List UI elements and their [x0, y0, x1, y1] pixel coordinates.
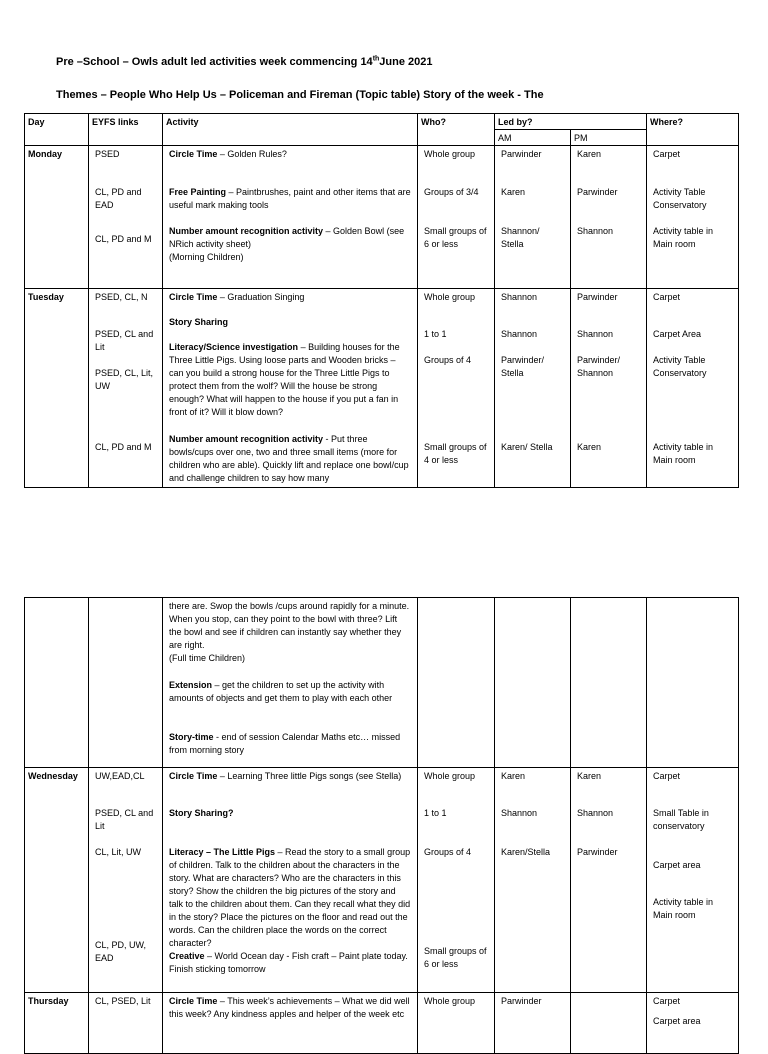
am-cell-empty: [495, 598, 571, 768]
am-item: Karen/Stella: [501, 847, 551, 857]
who-item: Small groups of 6 or less: [424, 946, 487, 969]
activity-item: Creative – World Ocean day - Fish craft – Paint plate today. Finish sticking tomorrow: [169, 951, 408, 974]
row-monday: [25, 146, 739, 289]
activity-item: Circle Time – Graduation Singing: [169, 292, 305, 302]
eyfs-item: PSED, CL, Lit, UW: [95, 368, 154, 391]
col-who: Who?: [418, 114, 495, 146]
activity-item: Number amount recognition activity – Golden Bowl (see NRich activity sheet) (Morning Children): [169, 226, 405, 262]
eyfs-item: CL, PD and EAD: [95, 187, 142, 210]
activity-cell: [163, 146, 418, 289]
eyfs-item: UW,EAD,CL: [95, 771, 145, 781]
who-item: Groups of 3/4: [424, 187, 479, 197]
pm-item: Karen: [577, 149, 602, 159]
am-item: Shannon: [501, 292, 538, 302]
eyfs-item: PSED: [95, 149, 120, 159]
where-cell-empty: [647, 598, 739, 768]
where-item: Carpet: [653, 771, 681, 781]
activity-item: Circle Time – Golden Rules?: [169, 149, 287, 159]
am-item: Karen/ Stella: [501, 442, 553, 452]
who-item: Groups of 4: [424, 847, 472, 857]
header-row: [25, 114, 739, 130]
col-am: AM: [495, 130, 571, 146]
who-cell: [418, 146, 495, 289]
where-item: Carpet: [653, 149, 681, 159]
pm-cell-empty: [571, 598, 647, 768]
pm-cell-empty: [571, 993, 647, 1054]
activity-item: there are. Swop the bowls /cups around rapidly for a minute. When you stop, can they point to the bowl with three? Lift the bowl and see if children can instantly say whether they are right. (Full time Children): [169, 601, 410, 663]
eyfs-cell: [89, 289, 163, 488]
where-item: Activity table in Main room: [653, 442, 714, 465]
col-day: Day: [25, 114, 89, 146]
activity-cell: [163, 993, 418, 1054]
activities-table-page2: [24, 597, 739, 1054]
eyfs-cell: [89, 768, 163, 993]
eyfs-item: CL, PD, UW, EAD: [95, 940, 147, 963]
activities-table-page1: [24, 113, 739, 488]
where-cell: [647, 146, 739, 289]
pm-item: Parwinder: [577, 292, 618, 302]
who-cell: [418, 289, 495, 488]
themes-line: Themes – People Who Help Us – Policeman and Fireman (Topic table) Story of the week - The: [56, 89, 544, 101]
activity-item: Circle Time – This week’s achievements – What we did well this week? Any kindness apples and helper of the week etc: [169, 996, 410, 1019]
activity-item: Literacy – The Little Pigs – Read the story to a small group of children. Talk to the children about the characters in the story. What are characters? Who are the characters in this story? Show the children the big pictures of the story and talk to the children about them. Can they recall what they did in the story? Place the pictures on the floor and read out the words. Can the children place the words on the correct character?: [169, 847, 411, 948]
eyfs-cell-empty: [89, 598, 163, 768]
row-tuesday: [25, 289, 739, 488]
pm-item: Karen: [577, 771, 602, 781]
am-item: Parwinder: [501, 149, 542, 159]
day-thursday: Thursday: [25, 993, 89, 1054]
activity-cell: [163, 768, 418, 993]
row-tuesday-continued: [25, 598, 739, 768]
where-item: Activity table in Main room: [653, 226, 714, 249]
where-item: Carpet area: [653, 1016, 701, 1026]
activity-item: Number amount recognition activity - Put three bowls/cups over one, two and three small items (more for children who are able). Quickly lift and replace one bowl/cup and challenge children to say how many: [169, 434, 409, 483]
pm-cell: [571, 768, 647, 993]
where-item: Carpet area: [653, 860, 701, 870]
pm-item: Parwinder: [577, 847, 618, 857]
eyfs-item: PSED, CL and Lit: [95, 808, 154, 831]
eyfs-item: CL, PD and M: [95, 234, 152, 244]
am-item: Shannon: [501, 808, 538, 818]
pm-item: Parwinder/ Shannon: [577, 355, 621, 378]
activity-cell: [163, 598, 418, 768]
where-item: Activity Table Conservatory: [653, 355, 707, 378]
activity-item: Literacy/Science investigation – Building houses for the Three Little Pigs. Using loose parts and Wooden bricks – can you build a strong house for the Three Little Pigs to protect them from the wolf? Will the house be strong enough? What will happen to the house if you put a fan in front of it? Will it blow down?: [169, 342, 400, 417]
where-item: Carpet: [653, 292, 681, 302]
activity-cell: [163, 289, 418, 488]
col-eyfs: EYFS links: [89, 114, 163, 146]
am-item: Parwinder/ Stella: [501, 355, 545, 378]
who-item: Whole group: [424, 771, 476, 781]
am-item: Parwinder: [501, 996, 542, 1006]
who-item: Whole group: [424, 149, 476, 159]
where-item: Activity table in Main room: [653, 897, 714, 920]
am-cell: [495, 146, 571, 289]
activity-item: Free Painting – Paintbrushes, paint and other items that are useful mark making tools: [169, 187, 411, 210]
pm-item: Shannon: [577, 226, 614, 236]
pm-item: Shannon: [577, 808, 614, 818]
where-item: Carpet Area: [653, 329, 702, 339]
who-item: Small groups of 6 or less: [424, 226, 487, 249]
col-led-by: Led by?: [495, 114, 647, 130]
pm-item: Parwinder: [577, 187, 618, 197]
who-item: Groups of 4: [424, 355, 472, 365]
am-cell: [495, 993, 571, 1054]
pm-item: Shannon: [577, 329, 614, 339]
where-cell: [647, 993, 739, 1054]
day-monday: Monday: [25, 146, 89, 289]
am-item: Shannon: [501, 329, 538, 339]
pm-cell: [571, 146, 647, 289]
col-activity: Activity: [163, 114, 418, 146]
activity-item: Story Sharing: [169, 317, 229, 327]
who-cell: [418, 768, 495, 993]
am-item: Karen: [501, 187, 526, 197]
col-pm: PM: [571, 130, 647, 146]
who-item: Whole group: [424, 292, 476, 302]
am-item: Shannon/ Stella: [501, 226, 540, 249]
col-where: Where?: [647, 114, 739, 146]
day-cell-empty: [25, 598, 89, 768]
row-wednesday: [25, 768, 739, 993]
where-cell: [647, 289, 739, 488]
eyfs-item: CL, PSED, Lit: [95, 996, 151, 1006]
eyfs-item: CL, PD and M: [95, 442, 152, 452]
eyfs-item: PSED, CL, N: [95, 292, 148, 302]
who-item: Small groups of 4 or less: [424, 442, 487, 465]
am-item: Karen: [501, 771, 526, 781]
activity-item: Story-time - end of session Calendar Maths etc… missed from morning story: [169, 732, 401, 755]
who-item: 1 to 1: [424, 808, 447, 818]
activity-item: Story Sharing?: [169, 808, 234, 818]
where-item: Carpet: [653, 996, 681, 1006]
day-tuesday: Tuesday: [25, 289, 89, 488]
pm-cell: [571, 289, 647, 488]
document-title: Pre –School – Owls adult led activities week commencing 14thJune 2021: [56, 55, 433, 68]
eyfs-item: CL, Lit, UW: [95, 847, 142, 857]
eyfs-item: PSED, CL and Lit: [95, 329, 154, 352]
where-item: Activity Table Conservatory: [653, 187, 707, 210]
who-item: Whole group: [424, 996, 476, 1006]
who-cell-empty: [418, 598, 495, 768]
where-item: Small Table in conservatory: [653, 808, 709, 831]
eyfs-cell: [89, 146, 163, 289]
eyfs-cell: [89, 993, 163, 1054]
pm-item: Karen: [577, 442, 602, 452]
am-cell: [495, 289, 571, 488]
who-item: 1 to 1: [424, 329, 447, 339]
am-cell: [495, 768, 571, 993]
where-cell: [647, 768, 739, 993]
day-wednesday: Wednesday: [25, 768, 89, 993]
activity-item: Circle Time – Learning Three little Pigs songs (see Stella): [169, 771, 402, 781]
who-cell: [418, 993, 495, 1054]
row-thursday: [25, 993, 739, 1054]
activity-item: Extension – get the children to set up the activity with amounts of objects and get them to play with each other: [169, 680, 393, 703]
